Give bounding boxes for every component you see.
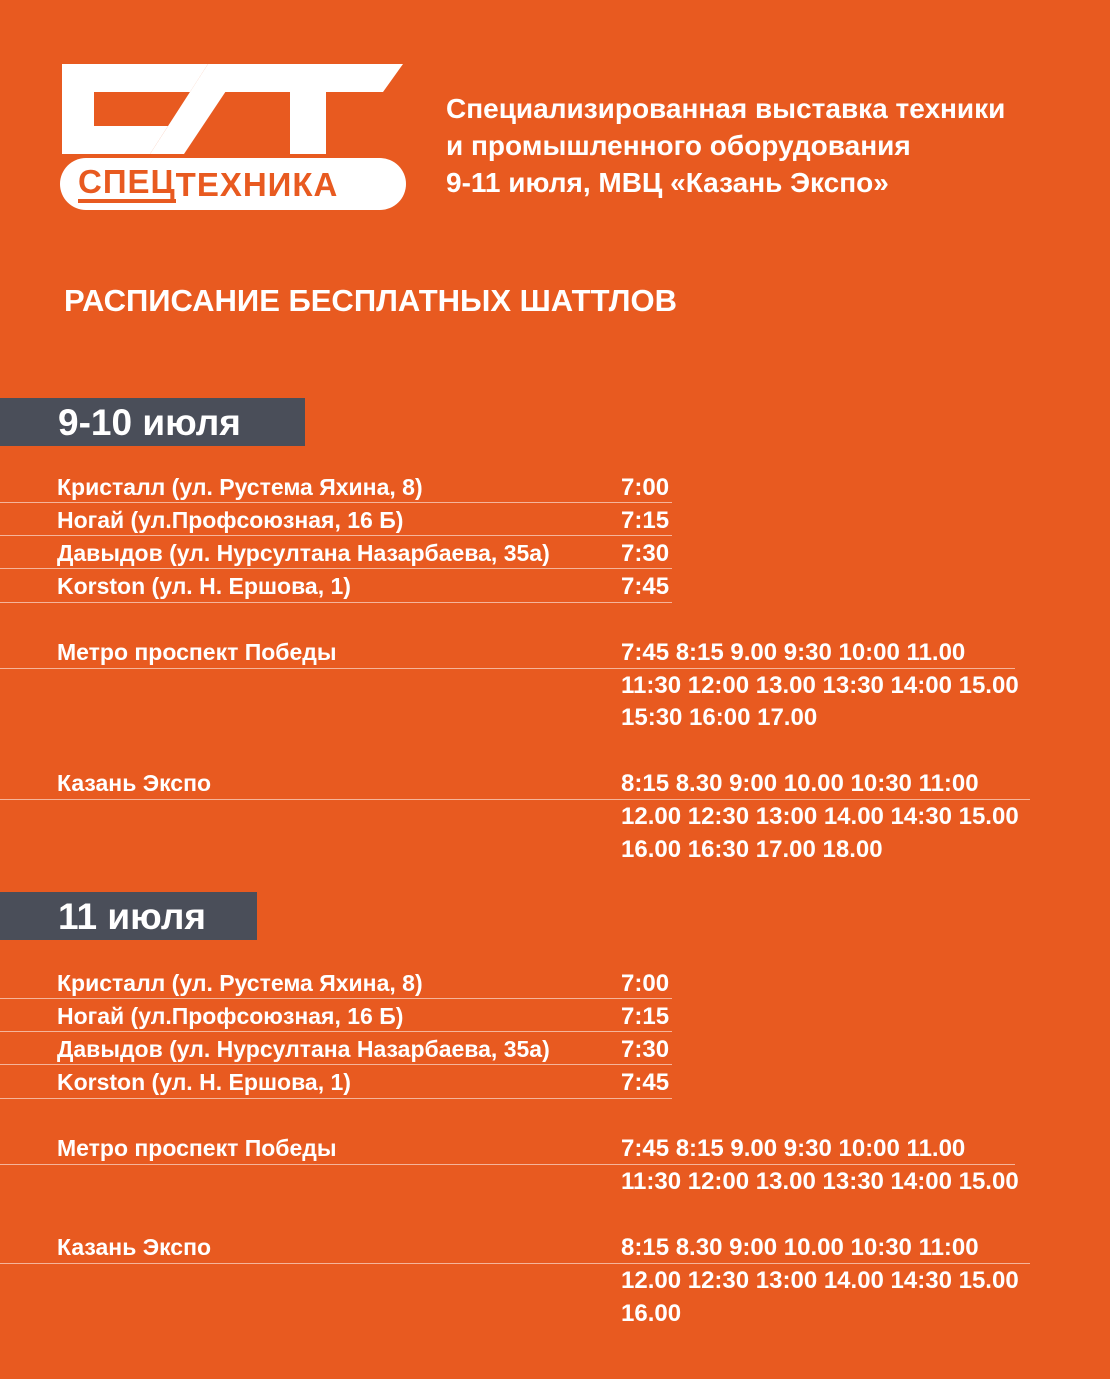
stop-time: 7:30	[621, 540, 670, 567]
stop-name: Ногай (ул.Профсоюзная, 16 Б)	[57, 1003, 404, 1029]
row-divider	[0, 1098, 672, 1099]
stop-times-cont: 11:30 12:00 13.00 13:30 14:00 15.00	[621, 1168, 1019, 1195]
stop-times-cont: 16.00	[621, 1300, 682, 1327]
stop-times: 8:15 8.30 9:00 10.00 10:30 11:00	[621, 770, 979, 797]
stop-name: Кристалл (ул. Рустема Яхина, 8)	[57, 970, 423, 996]
stop-times: 7:45 8:15 9.00 9:30 10:00 11.00	[621, 639, 966, 666]
stop-time: 7:45	[621, 1069, 670, 1096]
stop-time: 7:30	[621, 1036, 670, 1063]
stop-times-cont: 12.00 12:30 13:00 14.00 14:30 15.00	[621, 1267, 1019, 1294]
logo-badge	[60, 158, 406, 210]
row-divider	[0, 568, 672, 569]
stop-name: Korston (ул. Н. Ершова, 1)	[57, 1069, 351, 1095]
row-divider	[0, 502, 672, 503]
day-header-9-10: 9-10 июля	[0, 398, 305, 446]
header-line-1: Специализированная выставка техники	[446, 93, 1006, 124]
row-divider	[0, 602, 672, 603]
stop-times-cont: 15:30 16:00 17.00	[621, 704, 818, 731]
logo-st-mark	[58, 60, 408, 158]
stop-times-cont: 12.00 12:30 13:00 14.00 14:30 15.00	[621, 803, 1019, 830]
stop-name: Метро проспект Победы	[57, 1135, 337, 1161]
stop-times: 7:45 8:15 9.00 9:30 10:00 11.00	[621, 1135, 966, 1162]
stop-name: Кристалл (ул. Рустема Яхина, 8)	[57, 474, 423, 500]
day-header-11: 11 июля	[0, 892, 257, 940]
header-line-3: 9-11 июля, МВЦ «Казань Экспо»	[446, 167, 889, 198]
stop-time: 7:45	[621, 573, 670, 600]
stop-times: 8:15 8.30 9:00 10.00 10:30 11:00	[621, 1234, 979, 1261]
logo	[58, 60, 408, 210]
stop-time: 7:15	[621, 507, 670, 534]
stop-name: Korston (ул. Н. Ершова, 1)	[57, 573, 351, 599]
row-divider	[0, 998, 672, 999]
stop-name: Давыдов (ул. Нурсултана Назарбаева, 35а)	[57, 1036, 550, 1062]
stop-time: 7:00	[621, 474, 670, 501]
event-description	[446, 90, 1005, 201]
header-line-2: и промышленного оборудования	[446, 130, 911, 161]
stop-name: Казань Экспо	[57, 770, 212, 796]
page-title: РАСПИСАНИЕ БЕСПЛАТНЫХ ШАТТЛОВ	[64, 283, 678, 318]
stop-name: Казань Экспо	[57, 1234, 212, 1260]
logo-word-2: ТЕХНИКА	[175, 165, 339, 203]
stop-time: 7:00	[621, 970, 670, 997]
stop-times-cont: 16.00 16:30 17.00 18.00	[621, 836, 883, 863]
logo-word-1: СПЕЦ	[78, 165, 176, 203]
stop-name: Метро проспект Победы	[57, 639, 337, 665]
stop-times-cont: 11:30 12:00 13.00 13:30 14:00 15.00	[621, 672, 1019, 699]
row-divider	[0, 535, 672, 536]
stop-name: Давыдов (ул. Нурсултана Назарбаева, 35а)	[57, 540, 550, 566]
stop-name: Ногай (ул.Профсоюзная, 16 Б)	[57, 507, 404, 533]
stop-time: 7:15	[621, 1003, 670, 1030]
row-divider	[0, 1031, 672, 1032]
row-divider	[0, 1064, 672, 1065]
